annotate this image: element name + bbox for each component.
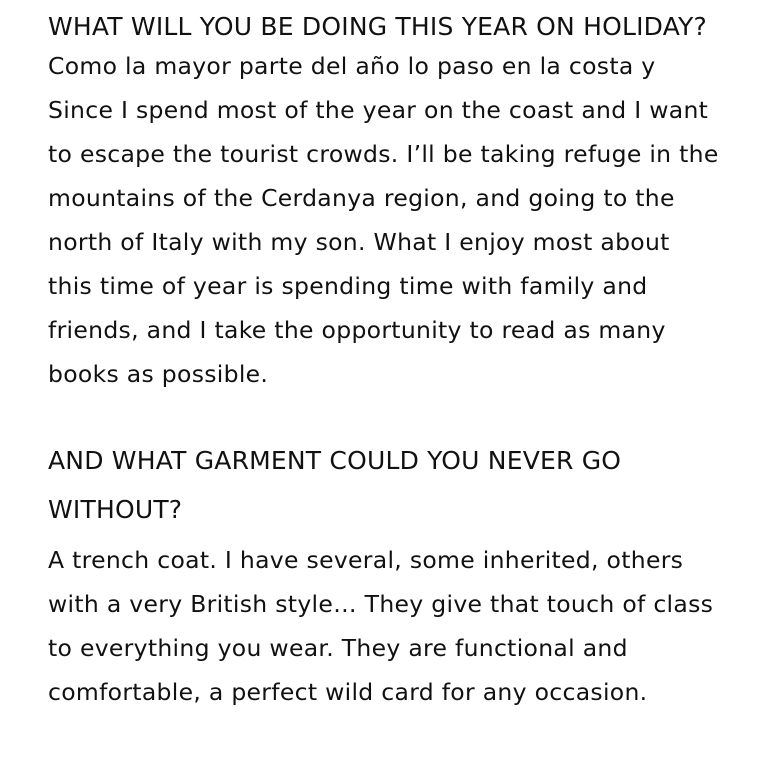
question-heading-garment: AND WHAT GARMENT COULD YOU NEVER GO WITHOUT? [48, 446, 622, 524]
answer-paragraph-garment: A trench coat. I have several, some inherited, others with a very British style… They give that touch of class to everything you wear. They are functional and comfortable, a perfect wild card for any occasion. [48, 546, 714, 706]
question-heading-holiday: WHAT WILL YOU BE DOING THIS YEAR ON HOLIDAY? [48, 12, 707, 41]
interview-section-holiday [48, 2, 720, 396]
interview-section-garment [48, 436, 720, 714]
interview-article [48, 0, 720, 714]
answer-paragraph-holiday: Como la mayor parte del año lo paso en la costa y Since I spend most of the year on the coast and I want to escape the tourist crowds. I’ll be taking refuge in the mountains of the Cerdanya region, and going to the north of Italy with my son. What I enjoy most about this time of year is spending time with family and friends, and I take the opportunity to read as many books as possible. [48, 52, 719, 388]
